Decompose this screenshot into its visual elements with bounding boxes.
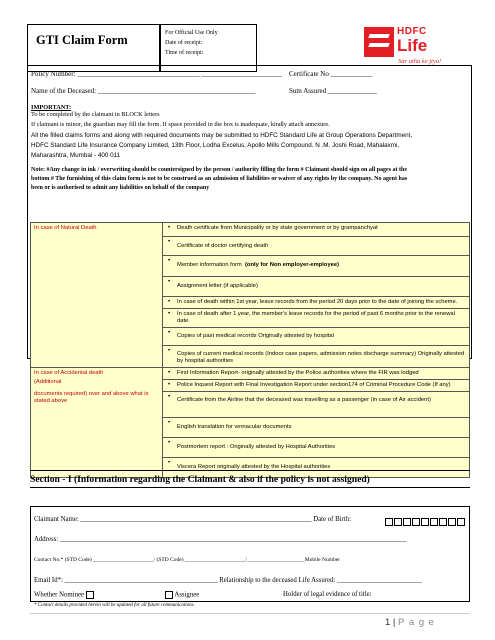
dob-boxes[interactable] <box>385 513 466 531</box>
list-item: • Copies of current medical records (Indoor case papers, admission notes discharge summary) Originally attested by hospital authorities <box>163 346 470 368</box>
table-row <box>31 309 470 328</box>
page-number: 1 | P a g e <box>385 617 435 628</box>
policy-number-field[interactable]: Policy Number: ___________________________________ _______________________ <box>31 70 283 78</box>
table-row <box>31 368 470 380</box>
legal-title-holder-label[interactable]: Holder of legal evidence of title: <box>283 591 372 598</box>
certificate-no-field[interactable]: Certificate No ____________ <box>289 70 373 78</box>
table-row <box>31 438 470 458</box>
member-info-qualifier: (only for Non employer-employee) <box>245 262 340 268</box>
accidental-death-label: In case of Accidental death (Additional documents required) over and above what is stated above <box>31 368 163 418</box>
natural-death-label: In case of Natural Death <box>31 223 163 237</box>
list-item: • Viscera Report originally attested by the Hospital authorities <box>163 458 470 478</box>
form-title: GTI Claim Form <box>36 33 128 47</box>
table-row <box>31 297 470 309</box>
hdfc-life-logo <box>364 25 474 70</box>
submission-address-line: HDFC Standard Life Insurance Company Limited, 13th Floor, Lodha Excelus, Apollo Mills Compound. N .M. Joshi Road, Mahalaxmi, <box>31 142 400 149</box>
sum-assured-field[interactable]: Sum Assured ______________ <box>289 87 377 95</box>
list-item: • Assignment letter (if applicable) <box>163 277 470 297</box>
requirements-table <box>30 222 470 478</box>
list-item: • Postmortem report : Originally attested by Hospital Authorities <box>163 438 470 458</box>
note-line: bottom # The furnishing of this claim form is not to be construed as an admission of liabilities or waiver of any rights by the company. No agent has <box>31 176 408 182</box>
submission-address-line: Maharashtra, Mumbai - 400 011 <box>31 152 121 159</box>
table-row <box>31 328 470 346</box>
assignee-row <box>165 591 199 599</box>
list-item: • In case of death within 1st year, leave records from the period 20 days prior to the date of joining the scheme. <box>163 297 470 309</box>
table-row <box>31 256 470 277</box>
logo-life: Life <box>397 36 428 55</box>
table-row <box>31 346 470 368</box>
deceased-name-field[interactable]: Name of the Deceased: _____________________________________________ <box>31 87 256 95</box>
list-item: • Death certificate from Municipality or by state government or by grampanchyat <box>163 223 470 237</box>
list-item: • Certificate of doctor certifying death <box>163 237 470 256</box>
date-of-receipt-label: Date of receipt: <box>165 40 203 46</box>
list-item: • Copies of past medical records Originally attested by hospital <box>163 328 470 346</box>
list-item: • Member information form (only for Non employer-employee) <box>163 256 470 277</box>
contact-number-field[interactable]: Contact No.* (STD Code) ______________________/ (STD Code) ______________________/_____________________Mobile Number <box>34 557 340 563</box>
list-item: • Certificate from the Airline that the deceased was travelling as a passenger (in case of Air accident) <box>163 392 470 418</box>
list-item: • In case of death after 1 year, the member's leave records for the period of past 6 months prior to the renewal date. <box>163 309 470 328</box>
contact-note: * Contact details provided herein will be updated for all future communications. <box>34 603 195 608</box>
hdfc-logo-icon <box>364 27 394 57</box>
list-item: • Police Inquest Report with Final Investigation Report under section174 of Criminal Procedure Code (If any) <box>163 380 470 392</box>
assignee-checkbox[interactable] <box>165 591 173 599</box>
table-row <box>31 223 470 237</box>
claimant-name-field[interactable]: Claimant Name: ____________________________________________________________________ Date of Birth: <box>34 516 351 523</box>
submission-address-line: All the filled claims forms and along with required documents may be submitted to HDFC Standard Life at Group Operations Department, <box>31 132 413 139</box>
nominee-row <box>34 591 94 599</box>
logo-tagline: Sar utha ke jiyo! <box>398 58 442 65</box>
whether-nominee-label: Whether Nominee <box>34 591 85 599</box>
table-row <box>31 277 470 297</box>
list-item: • First Information Report- originally attested by the Police authorities where the FIR was lodged <box>163 368 470 380</box>
assignee-label: Assignee <box>174 591 200 599</box>
important-heading: IMPORTANT: <box>31 104 72 111</box>
time-of-receipt-label: Time of receipt: <box>165 50 204 56</box>
list-item: • English translation for vernacular documents <box>163 418 470 438</box>
email-field[interactable]: Email Id*: _____________________________________________ Relationship to the deceased Life Assured: _________________________ <box>34 577 422 584</box>
official-use-label: For Official Use Only <box>165 30 218 36</box>
note-line: Note: #Any change in ink / overwriting should be countersigned by the person / authority filling the form # Claimant should sign on all pages at the <box>31 167 408 173</box>
block-letters-note: To be completed by the claimant in BLOCK letters <box>31 111 160 118</box>
note-line: been or is authorised to admit any liabilities on behalf of the company <box>31 185 210 191</box>
footer-divider <box>30 613 470 614</box>
table-row <box>31 237 470 256</box>
section-heading: Section - I (Information regarding the Claimant & also if the policy is not assigned) <box>30 470 470 488</box>
table-row <box>31 418 470 438</box>
logo-brand: HDFC <box>397 26 427 37</box>
minor-note: If claimant is minor, the guardian may fill the form. If space provided in the box is inadequate, kindly attach annexure. <box>31 121 330 128</box>
nominee-checkbox[interactable] <box>86 591 94 599</box>
address-field[interactable]: Address: ______________________________________________________________________________________________________ <box>34 536 407 543</box>
